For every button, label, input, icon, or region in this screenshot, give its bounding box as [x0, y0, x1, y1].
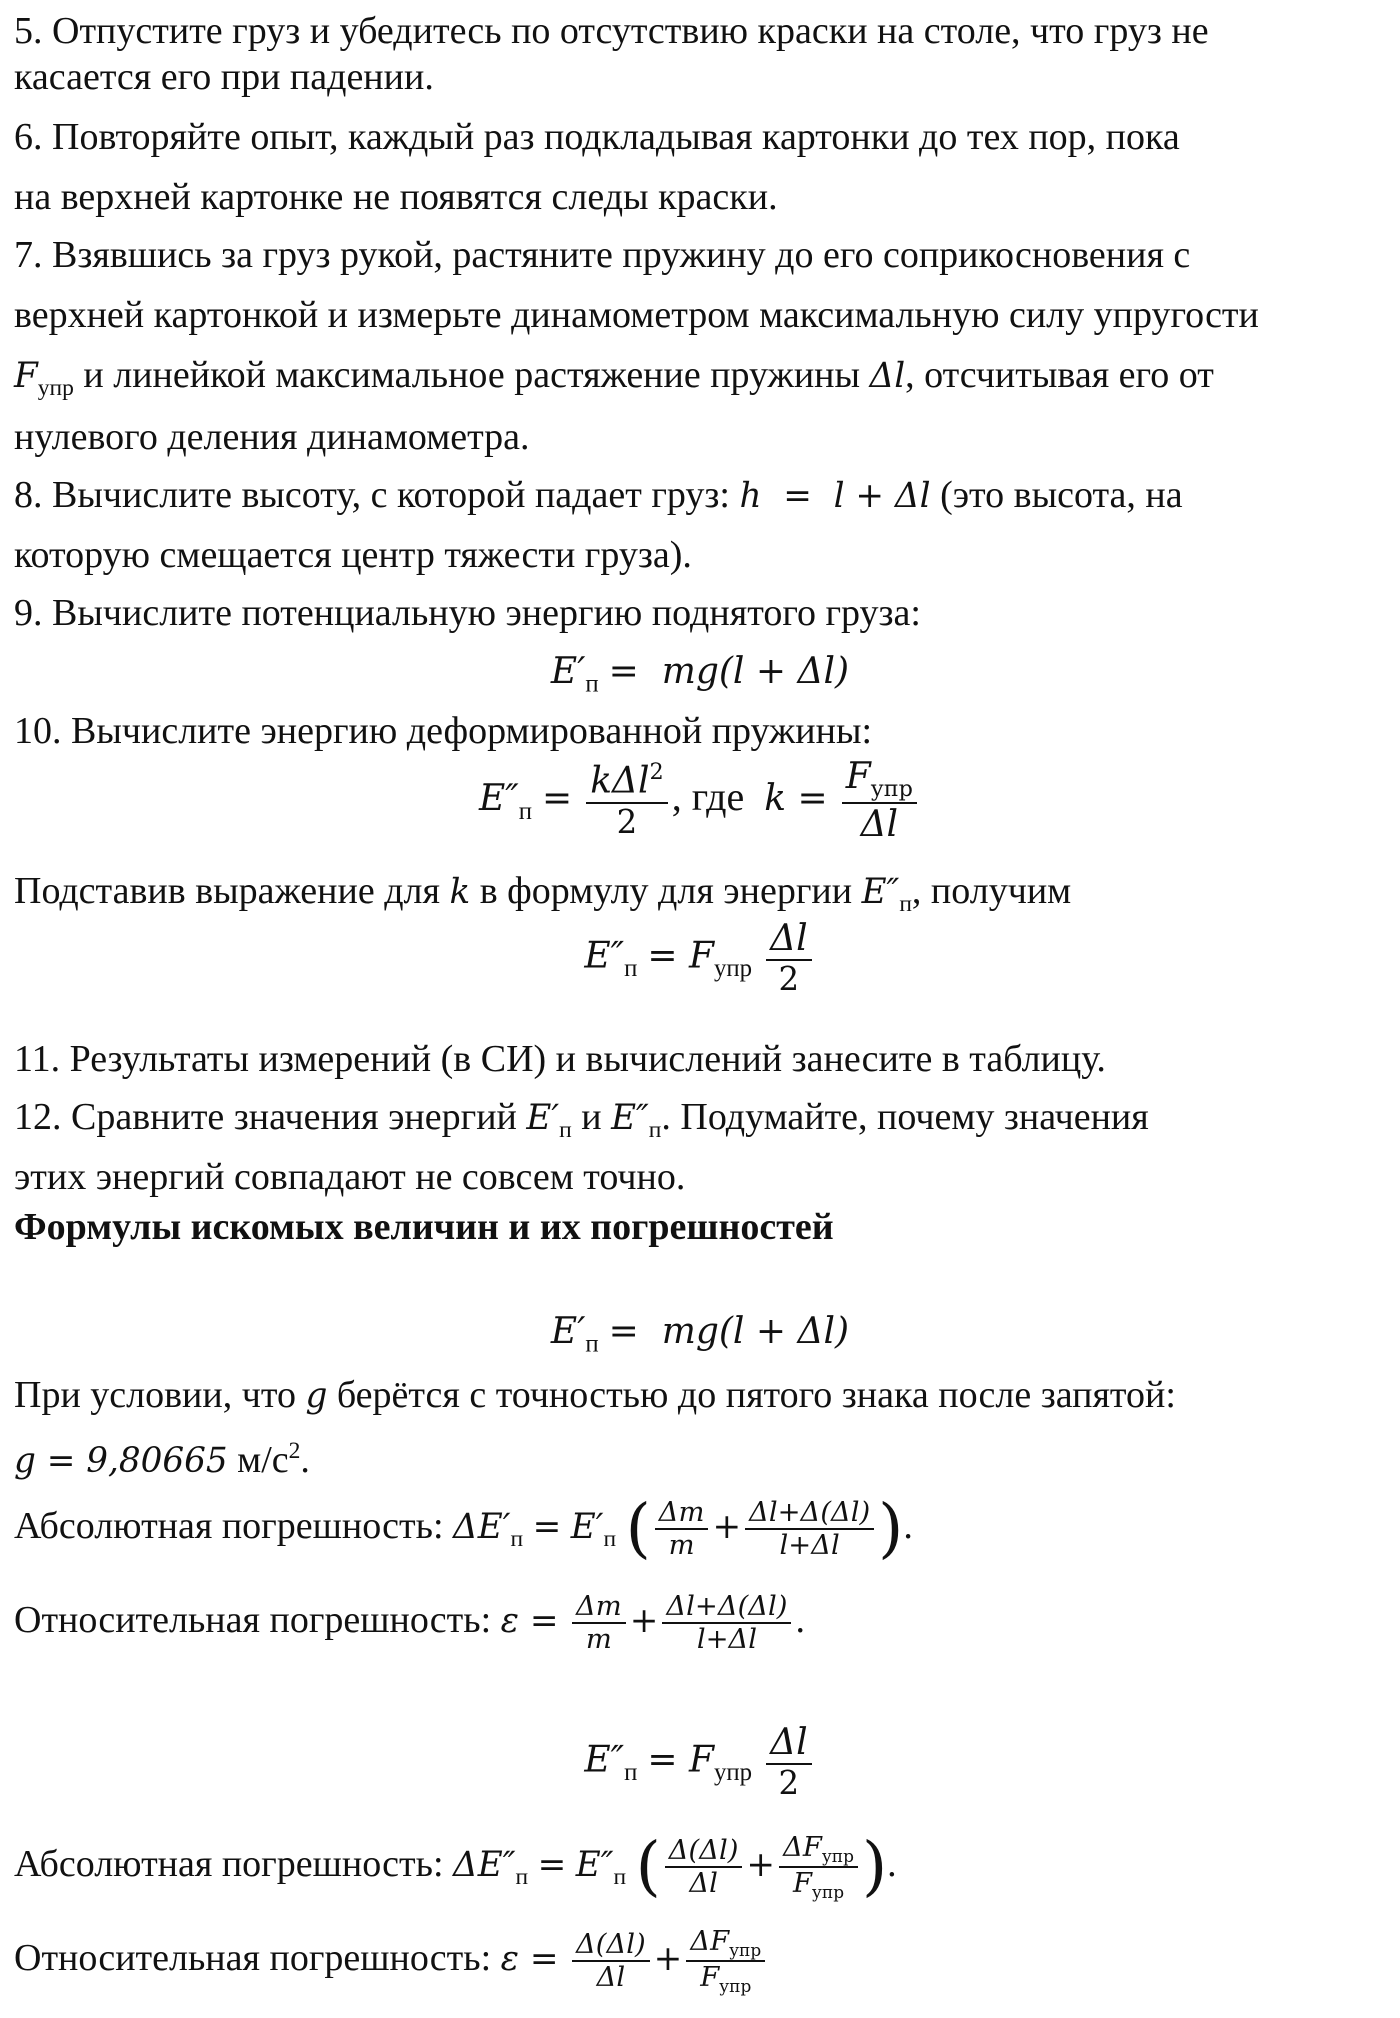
equals-sign: =	[532, 1507, 562, 1547]
numerator: Δl+Δ(Δl)	[662, 1591, 791, 1624]
numerator: Δl	[766, 918, 812, 961]
step-8-text: 8. Вычислите высоту, с которой падает груз:	[14, 474, 740, 516]
step-7-text: и линейкой максимальное растяжение пружины	[73, 354, 870, 396]
plus-sign: +	[746, 1845, 776, 1885]
g-symbol: g	[305, 1376, 328, 1416]
denominator: F	[700, 1962, 720, 1994]
numerator: Δm	[655, 1497, 709, 1530]
denominator: 2	[778, 1764, 800, 1803]
unit-exponent: 2	[288, 1438, 301, 1464]
fraction	[572, 1591, 626, 1656]
step-8-line-1	[14, 472, 1183, 519]
energy-symbol: E″	[479, 778, 519, 820]
abs-error-label: Абсолютная погрешность:	[14, 1843, 454, 1885]
numerator: kΔl	[590, 760, 650, 802]
exponent: 2	[649, 759, 664, 786]
plus-sign: +	[712, 1507, 742, 1547]
text: .	[887, 1843, 897, 1885]
subscript: упр	[811, 1882, 845, 1903]
formula-rhs: = mg(l + Δl)	[608, 651, 850, 692]
denominator: 2	[616, 803, 638, 842]
step-6-line-2: на верхней картонке не появятся следы краски.	[14, 176, 778, 218]
paren-close: )	[878, 1490, 904, 1566]
text: .	[300, 1439, 310, 1482]
g-unit: м/с	[227, 1439, 289, 1482]
delta-energy: ΔE′	[453, 1507, 511, 1547]
text: .	[795, 1599, 805, 1641]
text: 12. Сравните значения энергий	[14, 1096, 527, 1138]
spring-energy-formula-2	[0, 1722, 1400, 1803]
fraction	[842, 756, 917, 846]
rel-error-label: Относительная погрешность:	[14, 1937, 501, 1979]
step-11-line: 11. Результаты измерений (в СИ) и вычислений занесите в таблицу.	[14, 1038, 1106, 1080]
denominator: l+Δl	[779, 1530, 840, 1562]
energy-symbol: E″	[584, 935, 625, 977]
paren-open: (	[635, 1828, 661, 1904]
denominator: Δl	[860, 804, 899, 846]
step-7-line-3	[14, 352, 1214, 411]
subscript: п	[603, 1526, 617, 1553]
step-7-line-4: нулевого деления динамометра.	[14, 416, 530, 458]
paren-close: )	[861, 1828, 888, 1904]
fraction	[662, 1591, 791, 1656]
denominator: m	[668, 1530, 695, 1562]
g-value-line	[14, 1428, 310, 1484]
subscript: п	[613, 1864, 627, 1891]
force-subscript: упр	[714, 955, 753, 983]
fraction	[586, 760, 668, 841]
fraction	[766, 1722, 812, 1803]
fraction	[686, 1926, 765, 1997]
denominator: Δl	[689, 1868, 718, 1900]
numerator: Δl	[766, 1722, 812, 1765]
g-condition-line	[14, 1372, 1176, 1419]
energy-subscript: п	[585, 1330, 599, 1358]
fraction	[655, 1497, 709, 1562]
denominator: m	[585, 1624, 612, 1656]
abs-error-1	[14, 1488, 913, 1577]
formula-rhs: = mg(l + Δl)	[608, 1311, 850, 1352]
step-8-text-end: (это высота, на	[930, 474, 1183, 516]
fraction	[745, 1497, 874, 1562]
fraction	[572, 1929, 650, 1994]
delta-energy: ΔE″	[453, 1845, 516, 1885]
step-7-line-2: верхней картонкой и измерьте динамометром максимальную силу упругости	[14, 294, 1259, 336]
step-12-line-1	[14, 1094, 1149, 1153]
text: .	[903, 1505, 913, 1547]
section-heading: Формулы искомых величин и их погрешностей	[14, 1206, 834, 1248]
abs-error-label: Абсолютная погрешность:	[14, 1505, 454, 1547]
numerator: F	[845, 756, 871, 797]
text: Подставив выражение для	[14, 870, 450, 912]
step-12-line-2: этих энергий совпадают не совсем точно.	[14, 1156, 686, 1198]
equals-sign: =	[537, 1845, 567, 1885]
abs-error-2	[14, 1826, 897, 1915]
numerator: Δ(Δl)	[665, 1835, 743, 1868]
subscript: п	[510, 1526, 524, 1553]
k-symbol: k =	[764, 778, 828, 820]
energy-symbol: E′	[526, 1098, 560, 1138]
step-7-text-end: , отсчитывая его от	[905, 354, 1214, 396]
height-formula: h = l + Δl	[739, 476, 931, 516]
fraction	[779, 1832, 858, 1903]
energy-subscript: п	[518, 797, 533, 825]
epsilon-symbol: ε =	[500, 1939, 559, 1979]
force-symbol: F	[14, 356, 38, 396]
where-word: , где	[671, 774, 755, 820]
delta-l-symbol: Δl	[869, 356, 906, 396]
energy-symbol: E′	[550, 651, 586, 692]
text: берётся с точностью до пятого знака после запятой:	[327, 1374, 1176, 1416]
step-5-line-2: касается его при падении.	[14, 56, 434, 98]
subscript: п	[515, 1864, 529, 1891]
energy-symbol: E′	[570, 1507, 604, 1547]
rel-error-1	[14, 1582, 805, 1659]
subscript: упр	[729, 1939, 762, 1960]
energy-subscript: п	[559, 1117, 572, 1144]
denominator: Δl	[596, 1962, 626, 1994]
epsilon-symbol: ε =	[500, 1601, 559, 1641]
step-7-line-1: 7. Взявшись за груз рукой, растяните пружину до его соприкосновения с	[14, 234, 1191, 276]
step-10-line: 10. Вычислите энергию деформированной пружины:	[14, 710, 873, 752]
energy-subscript: п	[648, 1117, 662, 1144]
energy-symbol: E″	[861, 872, 900, 912]
force-subscript: упр	[714, 1759, 753, 1787]
text: и	[571, 1096, 612, 1138]
equals-sign: =	[542, 778, 573, 820]
numerator: Δ(Δl)	[572, 1929, 650, 1962]
denominator: 2	[778, 960, 800, 999]
plus-sign: +	[653, 1939, 683, 1979]
numerator: ΔF	[690, 1925, 730, 1957]
energy-subscript: п	[899, 891, 912, 918]
force-subscript: упр	[37, 375, 74, 402]
subscript: упр	[821, 1845, 854, 1866]
potential-energy-formula-2	[0, 1306, 1400, 1359]
fraction	[665, 1835, 743, 1900]
rel-error-label: Относительная погрешность:	[14, 1599, 501, 1641]
g-value: g = 9,80665	[14, 1441, 228, 1482]
energy-subscript: п	[585, 670, 599, 698]
subscript: упр	[719, 1976, 752, 1997]
energy-symbol: E′	[550, 1311, 586, 1352]
energy-subscript: п	[624, 955, 638, 983]
potential-energy-formula	[0, 646, 1400, 699]
numerator: ΔF	[783, 1831, 822, 1863]
text: , получим	[911, 870, 1072, 912]
text: При условии, что	[14, 1374, 306, 1416]
spring-energy-substituted-formula	[0, 918, 1400, 999]
step-5-line-1: 5. Отпустите груз и убедитесь по отсутствию краски на столе, что груз не	[14, 10, 1209, 52]
step-6-line-1: 6. Повторяйте опыт, каждый раз подкладывая картонки до тех пор, пока	[14, 116, 1180, 158]
numerator: Δm	[572, 1591, 626, 1624]
rel-error-2	[14, 1920, 769, 1997]
k-symbol: k	[449, 872, 471, 912]
paren-open: (	[625, 1490, 651, 1566]
fraction	[766, 918, 812, 999]
force-term: = F	[647, 935, 714, 977]
denominator: F	[792, 1868, 812, 1900]
energy-symbol: E″	[584, 1739, 625, 1781]
step-9-line: 9. Вычислите потенциальную энергию поднятого груза:	[14, 592, 921, 634]
plus-sign: +	[629, 1601, 659, 1641]
energy-symbol: E″	[611, 1098, 649, 1138]
spring-energy-formula	[0, 756, 1400, 846]
step-8-line-2: которую смещается центр тяжести груза).	[14, 534, 692, 576]
denominator: l+Δl	[696, 1624, 757, 1656]
energy-subscript: п	[624, 1759, 638, 1787]
numerator: Δl+Δ(Δl)	[745, 1497, 874, 1530]
subscript: упр	[870, 775, 913, 802]
text: в формулу для энергии	[470, 870, 862, 912]
force-term: = F	[647, 1739, 714, 1781]
text: . Подумайте, почему значения	[661, 1096, 1149, 1138]
energy-symbol: E″	[575, 1845, 614, 1885]
